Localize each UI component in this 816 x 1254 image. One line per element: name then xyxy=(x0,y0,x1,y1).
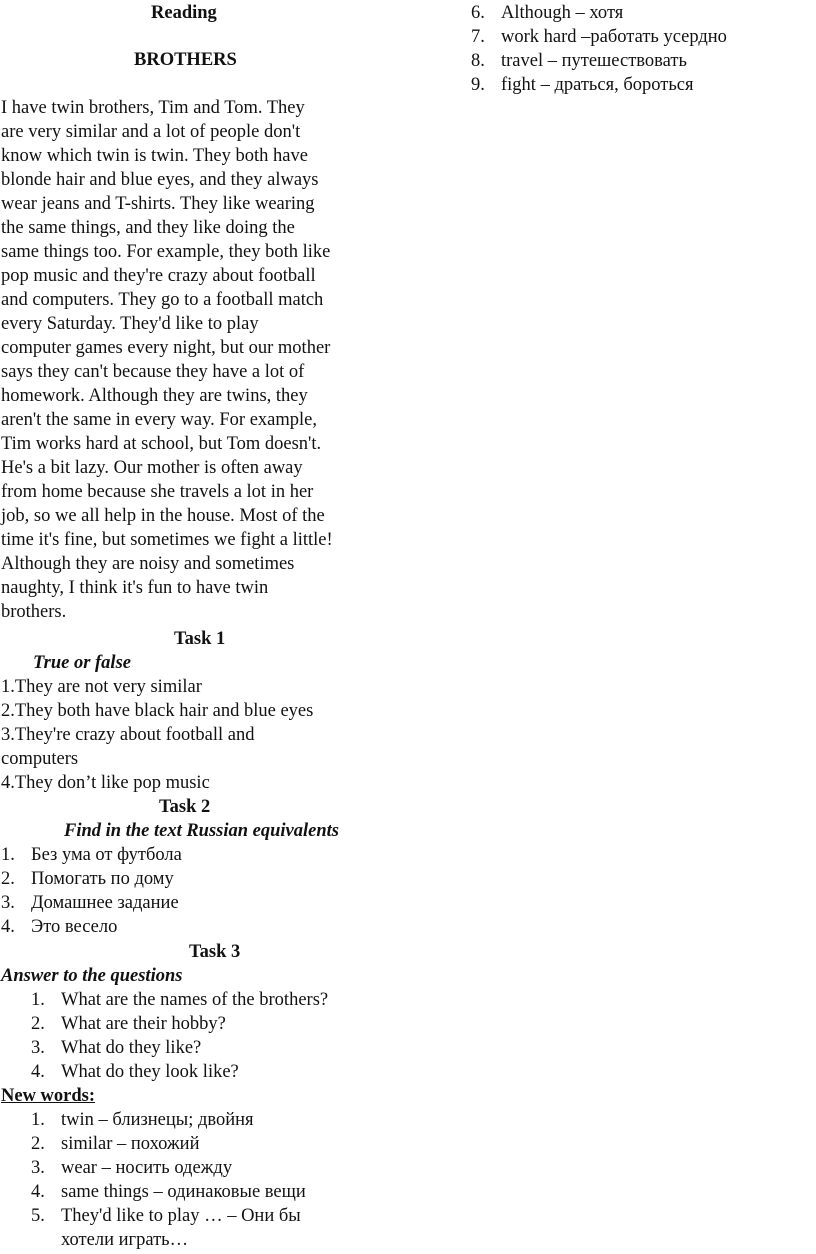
story-line: blonde hair and blue eyes, and they always xyxy=(1,170,319,190)
story-line: job, so we all help in the house. Most of the xyxy=(1,506,325,526)
list-number: 1. xyxy=(31,1110,45,1130)
list-number: 1. xyxy=(31,990,45,1010)
list-item xyxy=(471,73,727,97)
story-line: computer games every night, but our mother xyxy=(1,338,331,358)
list-text: twin – близнецы; двойня xyxy=(61,1110,254,1130)
story-line: aren't the same in every way. For example, xyxy=(1,410,317,430)
list-text: What are their hobby? xyxy=(61,1014,226,1034)
story-line: time it's fine, but sometimes we fight a little! xyxy=(1,530,333,550)
list-text: What do they look like? xyxy=(61,1062,239,1082)
list-text: Помогать по дому xyxy=(31,869,174,889)
list-item: 1.They are not very similar xyxy=(1,677,202,697)
list-number: 3. xyxy=(31,1038,45,1058)
list-text: fight – драться, бороться xyxy=(501,75,694,95)
task3-title: Task 3 xyxy=(189,942,241,962)
story-line: Tim works hard at school, but Tom doesn't. xyxy=(1,434,322,454)
task3-list xyxy=(31,988,328,1084)
new-words-list xyxy=(31,1108,306,1252)
list-item xyxy=(1,915,182,939)
list-text: similar – похожий xyxy=(61,1134,200,1154)
list-number: 5. xyxy=(31,1206,45,1226)
story-line: brothers. xyxy=(1,602,67,622)
list-text: work hard –работать усердно xyxy=(501,27,727,47)
story-line: I have twin brothers, Tim and Tom. They xyxy=(1,98,305,118)
list-item: computers xyxy=(1,749,79,769)
list-item xyxy=(31,1180,306,1204)
task2-title: Task 2 xyxy=(159,797,211,817)
list-number: 2. xyxy=(31,1134,45,1154)
list-number: 2. xyxy=(31,1014,45,1034)
story-line: naughty, I think it's fun to have twin xyxy=(1,578,269,598)
list-item xyxy=(31,1132,306,1156)
story-line: homework. Although they are twins, they xyxy=(1,386,308,406)
list-number: 2. xyxy=(1,869,15,889)
list-item xyxy=(31,1036,328,1060)
story-line: same things too. For example, they both like xyxy=(1,242,331,262)
list-item xyxy=(1,891,182,915)
list-item xyxy=(31,988,328,1012)
list-item: 4.They don’t like pop music xyxy=(1,773,210,793)
list-item xyxy=(31,1060,328,1084)
story-line: the same things, and they like doing the xyxy=(1,218,295,238)
list-item xyxy=(1,843,182,867)
list-number: 3. xyxy=(1,893,15,913)
task1-list xyxy=(1,675,313,795)
story-line: says they can't because they have a lot of xyxy=(1,362,305,382)
list-item xyxy=(471,25,727,49)
list-text: Домашнее задание xyxy=(31,893,179,913)
list-item xyxy=(471,49,727,73)
list-text: same things – одинаковые вещи xyxy=(61,1182,306,1202)
list-text: wear – носить одежду xyxy=(61,1158,233,1178)
list-text: What do they like? xyxy=(61,1038,202,1058)
list-text: Although – хотя xyxy=(501,3,624,23)
story-line: wear jeans and T-shirts. They like wearing xyxy=(1,194,315,214)
new-words-list-continued xyxy=(471,1,727,97)
list-text: They'd like to play … – Они бы xyxy=(61,1206,301,1226)
list-text: хотели играть… xyxy=(61,1230,189,1250)
story-line: pop music and they're crazy about football xyxy=(1,266,316,286)
list-item: 2.They both have black hair and blue eyes xyxy=(1,701,314,721)
task2-subtitle: Find in the text Russian equivalents xyxy=(64,821,339,841)
list-item xyxy=(1,867,182,891)
page-heading: Reading xyxy=(151,3,217,23)
story-line: and computers. They go to a football match xyxy=(1,290,324,310)
list-item xyxy=(31,1204,306,1228)
list-number: 4. xyxy=(1,917,15,937)
list-text: What are the names of the brothers? xyxy=(61,990,329,1010)
list-number: 1. xyxy=(1,845,15,865)
list-number: 4. xyxy=(31,1062,45,1082)
task1-title: Task 1 xyxy=(174,629,226,649)
list-number: 9. xyxy=(471,75,485,95)
story-line: every Saturday. They'd like to play xyxy=(1,314,259,334)
story-text xyxy=(1,96,333,624)
task2-list xyxy=(1,843,182,939)
list-number: 7. xyxy=(471,27,485,47)
list-item xyxy=(31,1156,306,1180)
story-line: He's a bit lazy. Our mother is often away xyxy=(1,458,303,478)
list-item xyxy=(31,1108,306,1132)
list-item xyxy=(31,1012,328,1036)
story-line: are very similar and a lot of people don't xyxy=(1,122,301,142)
list-text: travel – путешествовать xyxy=(501,51,687,71)
story-line: know which twin is twin. They both have xyxy=(1,146,308,166)
list-number: 4. xyxy=(31,1182,45,1202)
list-number: 8. xyxy=(471,51,485,71)
new-words-title: New words: xyxy=(1,1086,96,1106)
task1-subtitle: True or false xyxy=(33,653,131,673)
story-title: BROTHERS xyxy=(134,50,237,70)
list-text: Это весело xyxy=(31,917,118,937)
list-item: 3.They're crazy about football and xyxy=(1,725,255,745)
list-text: Без ума от футбола xyxy=(31,845,182,865)
story-line: Although they are noisy and sometimes xyxy=(1,554,295,574)
list-number: 3. xyxy=(31,1158,45,1178)
task3-subtitle: Answer to the questions xyxy=(1,966,183,986)
list-item xyxy=(31,1228,306,1252)
list-item xyxy=(471,1,727,25)
list-number: 6. xyxy=(471,3,485,23)
story-line: from home because she travels a lot in her xyxy=(1,482,314,502)
